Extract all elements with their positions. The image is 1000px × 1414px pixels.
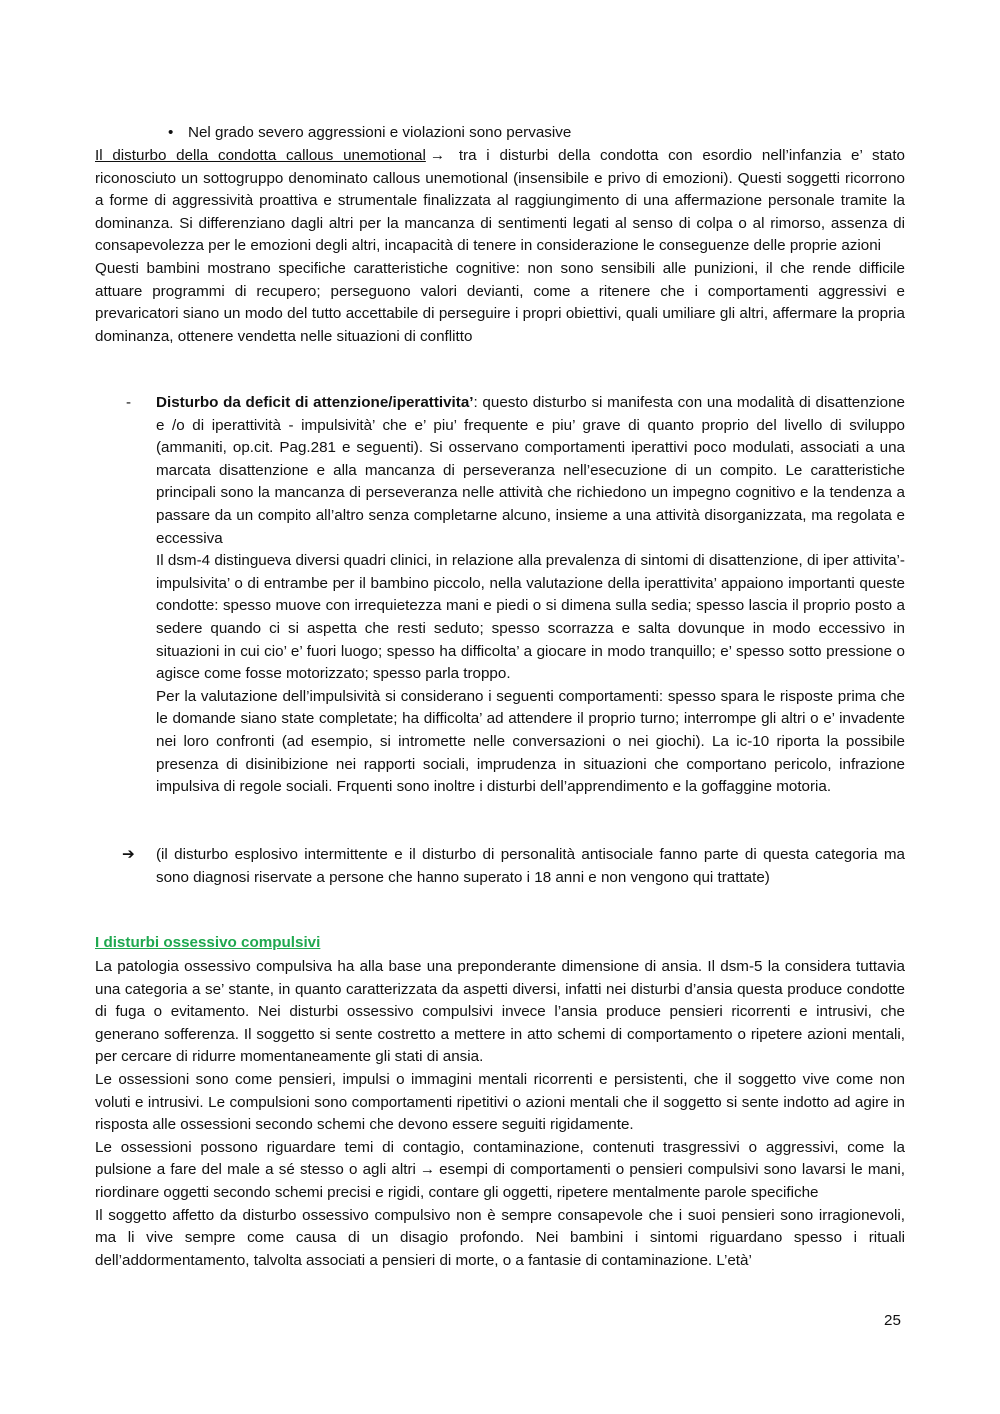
callous-paragraph-2: Questi bambini mostrano specifiche caratteristiche cognitive: non sono sensibili alle punizioni, il che rende difficile attuare programmi di recupero; perseguono valori devianti, come a ritenere che i comportamenti aggressivi e prevaricatori siano un modo del tutto accettabile di perseguire i propri obiettivi, quali umiliare gli altri, affermare la propria dominanza, ottenere vendetta nelle situazioni di conflitto xyxy=(95,259,905,345)
bullet-text: Nel grado severo aggressioni e violazioni sono pervasive xyxy=(188,124,572,141)
ocd-paragraph-3 xyxy=(95,1137,905,1205)
callous-paragraph xyxy=(95,145,905,258)
adhd-section xyxy=(156,392,905,799)
adhd-paragraph-2: Il dsm-4 distingueva diversi quadri clinici, in relazione alla prevalenza di sintomi di disattenzione, di iper attivita’- impulsivita’ o di entrambe per il bambino piccolo, nella valutazione della iperattivita’ appaiono importanti queste condotte: spesso muove con irrequietezza mani e piedi o si dimena sulla sedia; spesso lascia il proprio posto a sedere quando ci si aspetta che resti seduto; spesso scorrazza e salta dovunque in modo eccessivo in situazioni in cui cio’ e’ fuori luogo; spesso ha difficolta’ a giocare in modo tranquillo; e’ spesso sotto pressione o agisce come fosse motorizzato; spesso parla troppo. xyxy=(156,552,905,683)
ocd-paragraph-2: Le ossessioni sono come pensieri, impulsi o immagini mentali ricorrenti e persistenti, che il soggetto vive come non voluti e intrusivi. Le compulsioni sono comportamenti ripetitivi o azioni mentali che il soggetto si sente indotto ad agire in risposta alle ossessioni secondo schemi che devono essere seguiti rigidamente. xyxy=(95,1070,905,1134)
page-number: 25 xyxy=(884,1312,901,1329)
dash-marker: - xyxy=(126,394,132,411)
ocd-text-3b: esempi di comportamenti o pensieri compulsivi sono lavarsi le mani, riordinare oggetti secondo schemi precisi e rigidi, contare gli oggetti, ripetere mentalmente parole specifiche xyxy=(95,1161,905,1201)
adhd-paragraph-1 xyxy=(156,392,905,550)
arrow-item xyxy=(156,844,905,889)
arrow-icon: → xyxy=(429,147,446,164)
ocd-paragraph-4: Il soggetto affetto da disturbo ossessivo compulsivo non è sempre consapevole che i suoi pensieri sono irragionevoli, ma li vive sempre come causa di un disagio profondo. Nei bambini i sintomi riguardano spesso i rituali dell’addormentamento, talvolta associati a pensieri di morte, o a fantasie di contaminazione. L’età’ xyxy=(95,1206,905,1269)
ocd-heading: I disturbi ossessivo compulsivi xyxy=(95,934,321,951)
arrow-item-text: (il disturbo esplosivo intermittente e il disturbo di personalità antisociale fanno parte di questa categoria ma sono diagnosi riservate a persone che hanno superato i 18 anni e non vengono qui trattate) xyxy=(156,846,905,886)
bullet-dot-icon: • xyxy=(168,124,174,141)
callous-title: Il disturbo della condotta callous unemotional xyxy=(95,147,426,164)
arrow-icon: → xyxy=(419,1161,436,1179)
callous-text: tra i disturbi della condotta con esordio nell’infanzia e’ stato riconosciuto un sottogruppo denominato callous unemotional (insensibile e privo di emozioni). Questi soggetti ricorrono a forme di aggressività proattiva e strumentale finalizzata al raggiungimento di una affermazione personale tramite la dominanza. Si differenziano dagli altri per la mancanza di sentimenti legati al senso di colpa o al rimorso, assenza di consapevolezza per le emozioni degli altri, incapacità di tenere in considerazione le conseguenze delle proprie azioni xyxy=(95,147,905,255)
adhd-title: Disturbo da deficit di attenzione/iperattivita’ xyxy=(156,394,474,411)
ocd-text-3a: Le ossessioni possono riguardare temi di contagio, contaminazione, contenuti trasgressivi o aggressivi, come la pulsione a fare del male a sé stesso o agli altri xyxy=(95,1138,905,1179)
ocd-section xyxy=(95,956,905,1272)
callous-section xyxy=(95,145,905,348)
arrow-bullet-icon: ➔ xyxy=(122,846,135,863)
adhd-text-1: : questo disturbo si manifesta con una modalità di disattenzione e /o di iperattività - impulsività’ che e’ piu’ frequente e piu’ grave di quanto proprio del livello di sviluppo (ammaniti, op.cit. Pag.281 e seguenti). Si osservano comportamenti iperattivi poco modulati, associati a una marcata disattenzione e alla mancanza di perseveranza nell’esecuzione di un compito. Le caratteristiche principali sono la mancanza di perseveranza nelle attività che richiedono un impegno cognitivo e la tendenza a passare da un compito all’altro senza completarne alcuno, insieme a una attività disorganizzata, ma regolata e eccessiva xyxy=(156,394,905,547)
ocd-paragraph-1: La patologia ossessivo compulsiva ha alla base una preponderante dimensione di ansia. Il dsm-5 la considera tuttavia una categoria a se’ stante, in quanto caratterizzata da aspetti diversi, infatti nei disturbi d’ansia questa produce condotte di fuga o evitamento. Nei disturbi ossessivo compulsivi invece l’ansia produce pensieri ricorrenti e intrusivi, che generano sofferenza. Il soggetto si sente costretto a mettere in atto schemi di comportamento o ripetere azioni mentali, per cercare di ridurre momentaneamente gli stati di ansia. xyxy=(95,958,905,1066)
adhd-paragraph-3: Per la valutazione dell’impulsività si considerano i seguenti comportamenti: spesso spara le risposte prima che le domande siano state completate; ha difficolta’ ad attendere il proprio turno; interrompe gli altri o e’ invadente nei loro confronti (ad esempio, si intromette nelle conversazioni o nei giochi). La ic-10 riporta la possibile presenza di disinibizione nei rapporti sociali, imprudenza in situazioni che comportano pericolo, infrazione impulsiva di regole sociali. Frquenti sono inoltre i disturbi dell’apprendimento e la goffaggine motoria. xyxy=(156,687,905,796)
bullet-item xyxy=(168,122,908,145)
